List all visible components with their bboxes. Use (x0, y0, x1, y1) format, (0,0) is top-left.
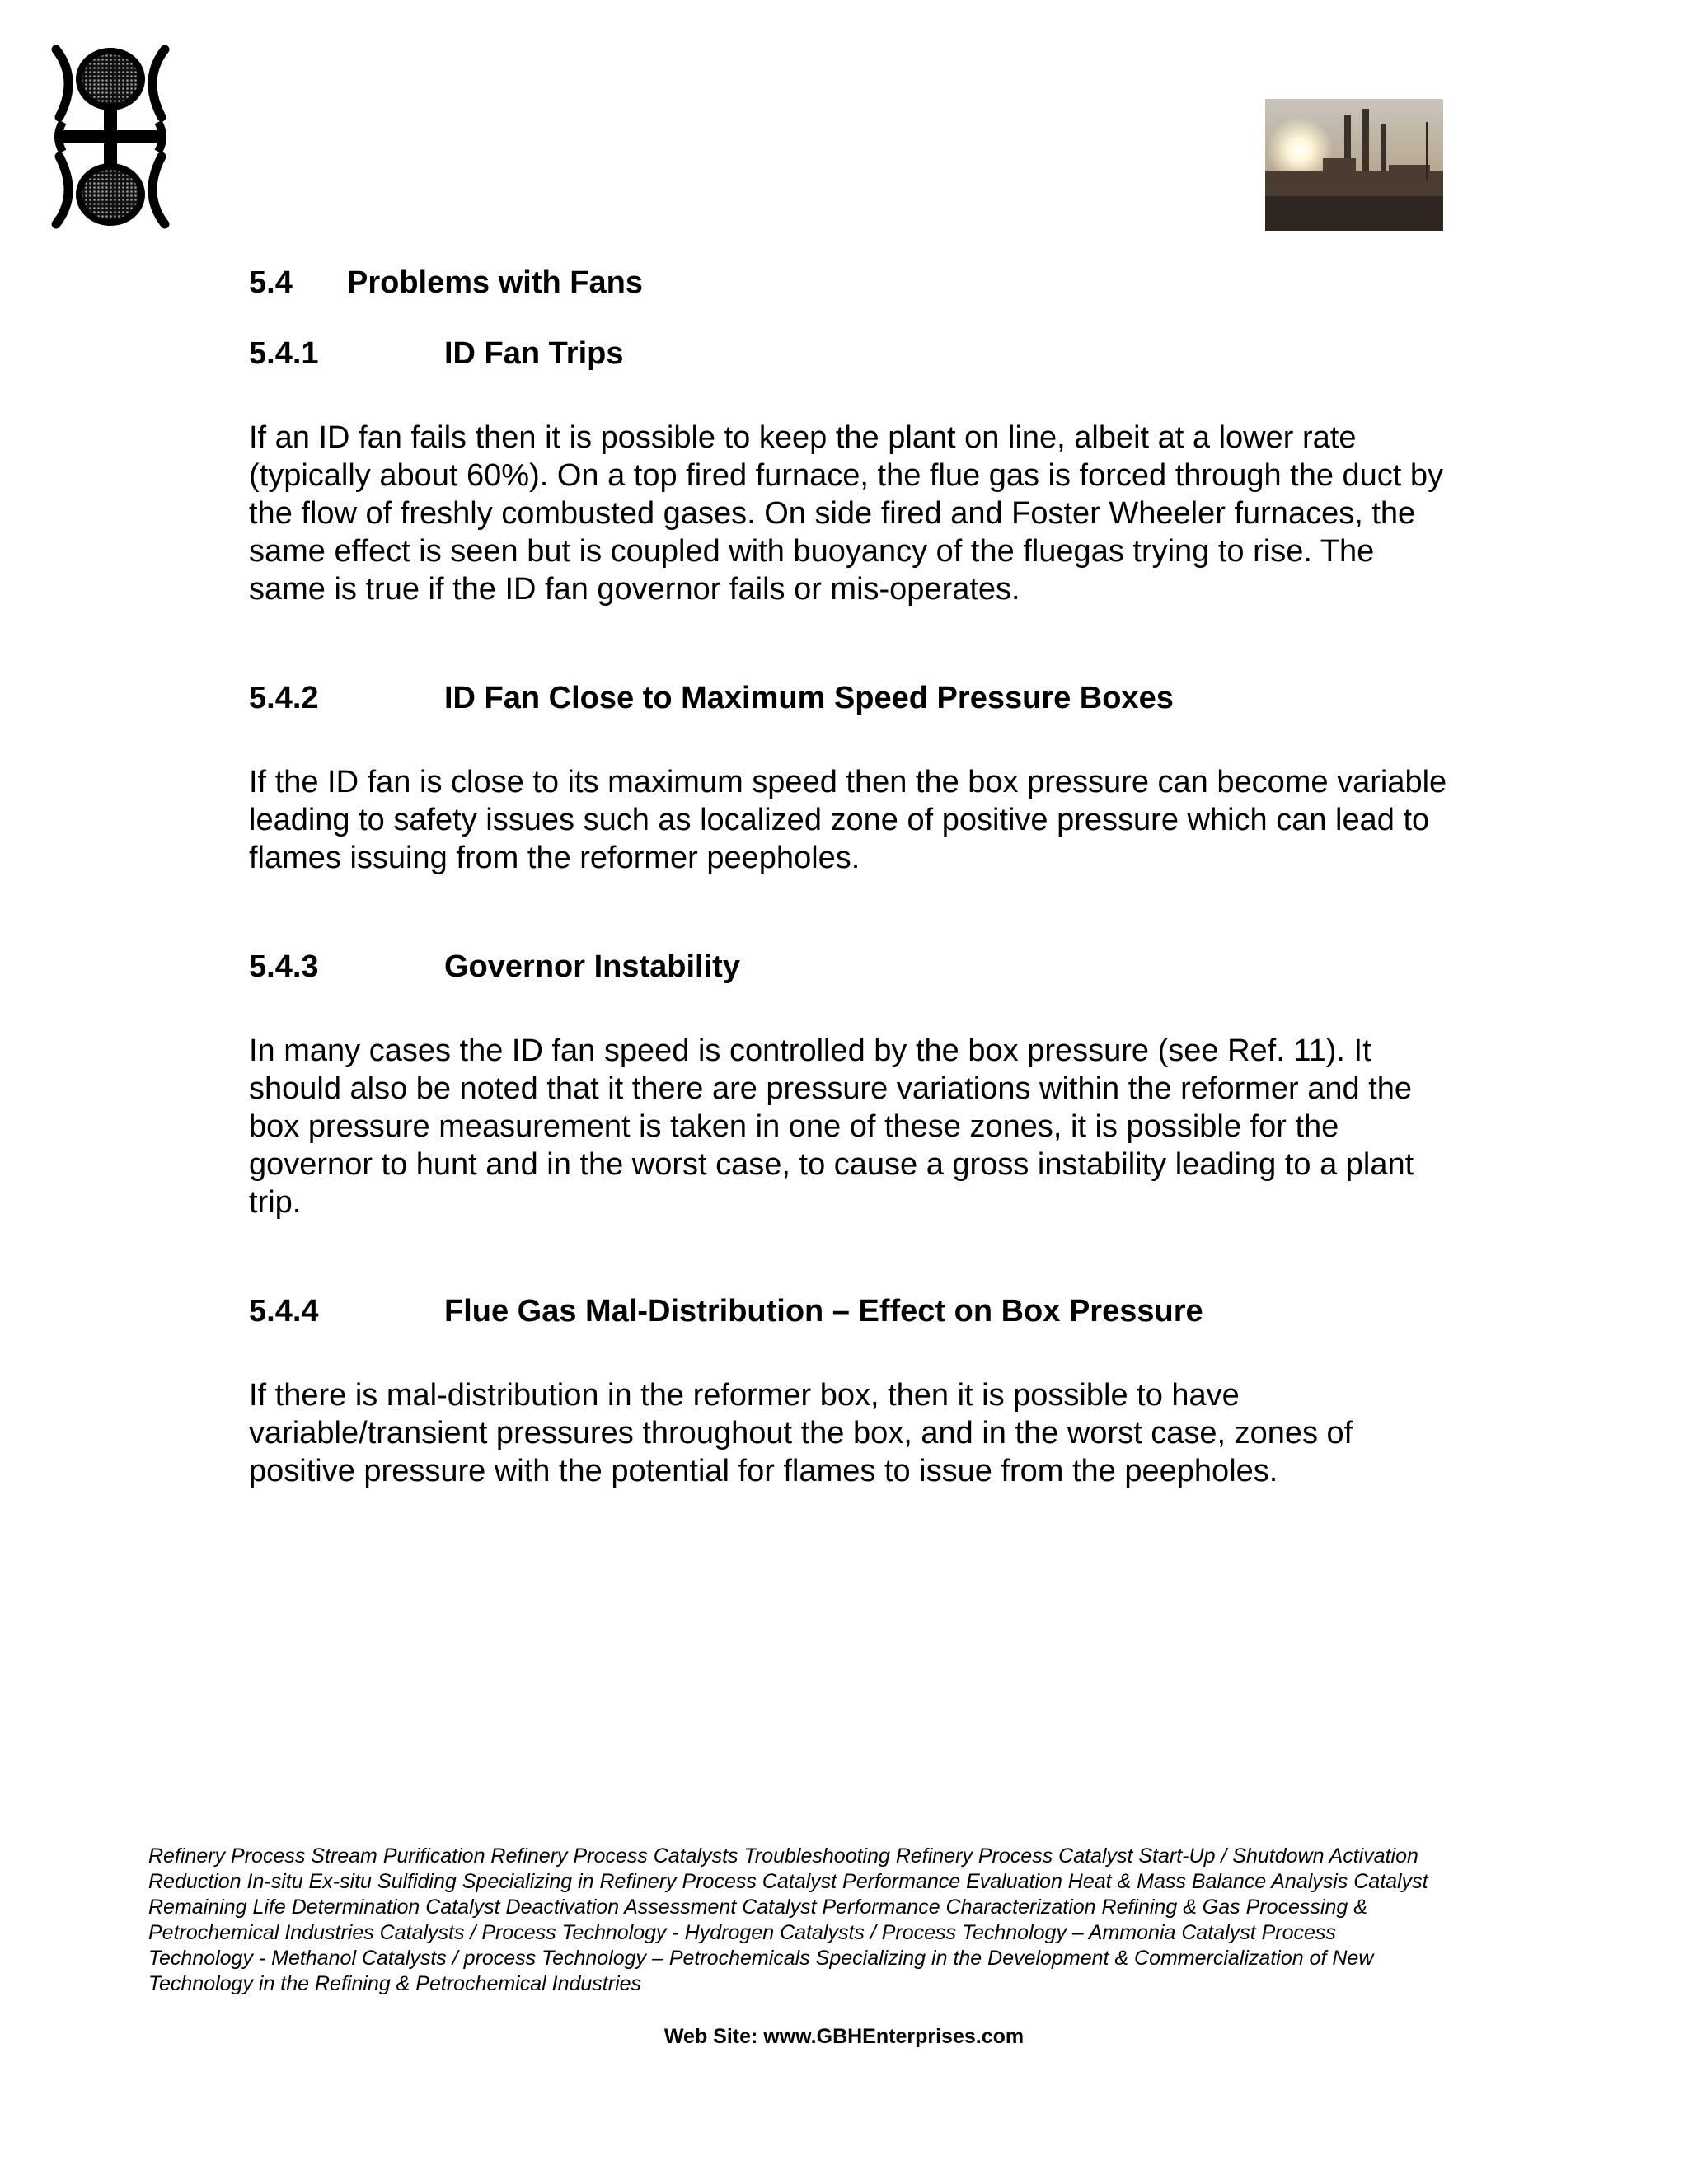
subsection-title: ID Fan Close to Maximum Speed Pressure Boxes (444, 681, 1174, 715)
subsection-number: 5.4.2 (249, 681, 319, 715)
document-body (249, 264, 1452, 1490)
paragraph: If the ID fan is close to its maximum speed then the box pressure can become variable leading to safety issues such as localized zone of positive pressure which can lead to flames issuing from the reformer peepholes. (249, 765, 1447, 875)
subsection-title: Governor Instability (444, 949, 740, 984)
paragraph: If there is mal-distribution in the reformer box, then it is possible to have variable/transient pressures throughout the box, and in the worst case, zones of positive pressure with the potential for flames to issue from the peepholes. (249, 1378, 1353, 1488)
refinery-photo (1265, 99, 1443, 231)
footer-website: Web Site: www.GBHEnterprises.com (663, 2025, 1025, 2048)
subsection-heading (249, 948, 1452, 986)
paragraph: If an ID fan fails then it is possible to keep the plant on line, albeit at a lower rate (typically about 60%). On a top fired furnace, the flue gas is forced through the duct by the flow of freshly combusted gases. On side fired and Foster Wheeler furnaces, the same effect is seen but is coupled with buoyancy of the fluegas trying to rise. The same is true if the ID fan governor fails or mis-operates. (249, 420, 1444, 607)
section-number: 5.4 (249, 265, 293, 300)
subsection-number: 5.4.3 (249, 949, 319, 984)
subsection-heading (249, 335, 1452, 373)
section-heading (249, 264, 1452, 302)
subsection-heading (249, 679, 1452, 717)
footer-services-text: Refinery Process Stream Purification Refinery Process Catalysts Troubleshooting Refinery Process Catalyst Start-Up / Shutdown Activation Reduction In-situ Ex-situ Sulfiding Specializing in Refinery Process Catalyst Performance Evaluation Heat & Mass Balance Analysis Catalyst Remaining Life Determination Catalyst Deactivation Assessment Catalyst Performance Characterization Refining & Gas Processing & Petrochemical Industries Catalysts / Process Technology - Hydrogen Catalysts / Process Technology – Ammonia Catalyst Process Technology - Methanol Catalysts / process Technology – Petrochemicals Specializing in the Development & Commercialization of New Technology in the Refining & Petrochemical Industries (148, 1844, 1428, 1995)
subsection-number: 5.4.4 (249, 1294, 319, 1329)
subsection-title: ID Fan Trips (444, 336, 624, 371)
subsection-number: 5.4.1 (249, 336, 319, 371)
company-logo-icon (51, 41, 170, 232)
paragraph: In many cases the ID fan speed is controlled by the box pressure (see Ref. 11). It should also be noted that it there are pressure variations within the reformer and the box pressure measurement is taken in one of these zones, it is possible for the governor to hunt and in the worst case, to cause a gross instability leading to a plant trip. (249, 1033, 1414, 1220)
section-title: Problems with Fans (347, 265, 643, 300)
subsection-heading (249, 1292, 1452, 1330)
subsection-title: Flue Gas Mal-Distribution – Effect on Box Pressure (444, 1294, 1203, 1329)
